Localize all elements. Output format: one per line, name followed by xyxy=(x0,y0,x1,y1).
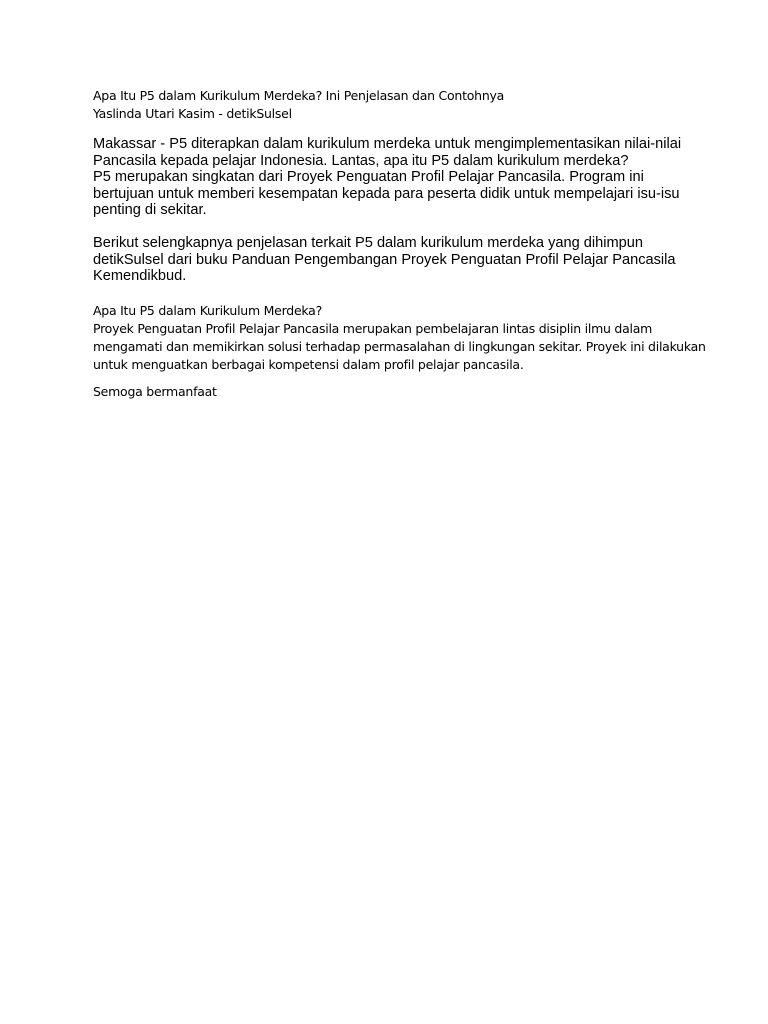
intro-line: P5 merupakan singkatan dari Proyek Penguatan Profil Pelajar Pancasila. Program ini xyxy=(93,169,644,186)
closing-line: Semoga bermanfaat xyxy=(93,383,217,399)
document-content xyxy=(93,87,706,401)
followup-line: Berikut selengkapnya penjelasan terkait P5 dalam kurikulum merdeka yang dihimpun xyxy=(93,234,644,251)
intro-line: penting di sekitar. xyxy=(93,202,207,219)
followup-paragraph xyxy=(93,235,683,285)
intro-paragraph xyxy=(93,136,683,219)
intro-line: Pancasila kepada pelajar Indonesia. Lantas, apa itu P5 dalam kurikulum merdeka? xyxy=(93,152,629,169)
section-body-line: Proyek Penguatan Profil Pelajar Pancasila merupakan pembelajaran lintas disiplin ilmu dalam xyxy=(93,320,653,336)
section-heading: Apa Itu P5 dalam Kurikulum Merdeka? xyxy=(93,302,322,318)
article-title: Apa Itu P5 dalam Kurikulum Merdeka? Ini Penjelasan dan Contohnya xyxy=(93,88,505,103)
followup-line: detikSulsel dari buku Panduan Pengembangan Proyek Penguatan Profil Pelajar Pancasila xyxy=(93,251,676,268)
section-body-line: untuk menguatkan berbagai kompetensi dalam profil pelajar pancasila. xyxy=(93,356,524,372)
section-body-paragraph xyxy=(93,320,706,374)
intro-line: Makassar - P5 diterapkan dalam kurikulum merdeka untuk mengimplementasikan nilai-nilai xyxy=(93,136,682,152)
section-body-line: mengamati dan memikirkan solusi terhadap permasalahan di lingkungan sekitar. Proyek ini dilakukan xyxy=(93,338,706,354)
intro-line: bertujuan untuk memberi kesempatan kepada para peserta didik untuk mempelajari isu-isu xyxy=(93,185,680,202)
article-byline: Yaslinda Utari Kasim - detikSulsel xyxy=(93,106,292,121)
followup-line: Kemendikbud. xyxy=(93,268,187,285)
